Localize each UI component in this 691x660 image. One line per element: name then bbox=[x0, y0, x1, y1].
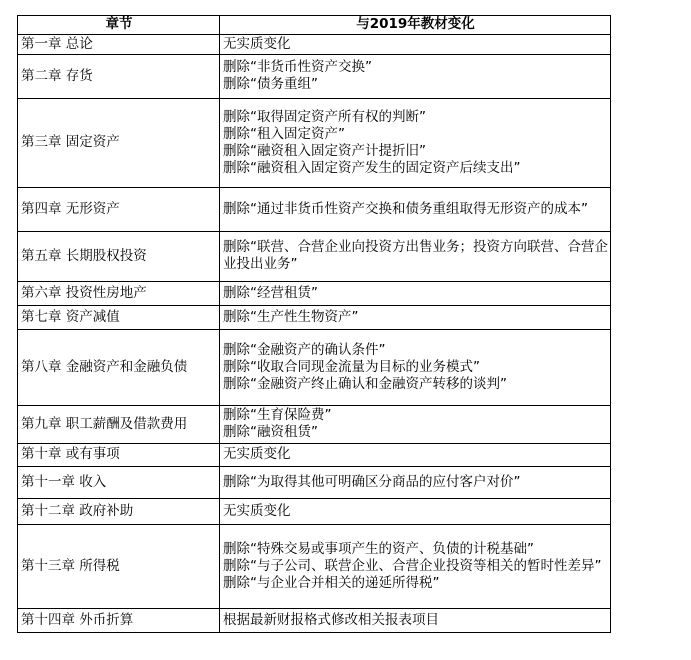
chapter-cell: 第三章 固定资产 bbox=[18, 99, 220, 188]
table-row bbox=[18, 499, 611, 525]
change-line: 删除“生产性生物资产” bbox=[223, 308, 359, 325]
header-changes: 与2019年教材变化 bbox=[220, 16, 611, 35]
table-row bbox=[18, 232, 611, 282]
chapter-cell: 第十三章 所得税 bbox=[18, 525, 220, 609]
change-line: 删除“特殊交易或事项产生的资产、负债的计税基础” bbox=[223, 540, 534, 557]
table-row bbox=[18, 55, 611, 99]
change-line: 删除“收取合同现金流量为目标的业务模式” bbox=[223, 358, 480, 375]
changes-cell bbox=[220, 499, 611, 525]
change-line: 无实质变化 bbox=[223, 35, 291, 52]
change-line: 删除“经营租赁” bbox=[223, 284, 318, 301]
change-line: 删除“联营、合营企业向投资方出售业务；投资方向联营、合营企业投出业务” bbox=[223, 239, 608, 272]
chapter-cell: 第五章 长期股权投资 bbox=[18, 232, 220, 282]
change-line: 删除“融资租赁” bbox=[223, 424, 318, 440]
chapter-cell: 第九章 职工薪酬及借款费用 bbox=[18, 406, 220, 444]
chapter-cell: 第十章 或有事项 bbox=[18, 444, 220, 467]
chapter-cell: 第四章 无形资产 bbox=[18, 188, 220, 232]
change-line: 根据最新财报格式修改相关报表项目 bbox=[223, 611, 439, 628]
chapter-cell: 第十四章 外币折算 bbox=[18, 609, 220, 633]
change-line: 删除“生育保险费” bbox=[223, 407, 332, 423]
changes-cell bbox=[220, 467, 611, 499]
chapter-cell: 第八章 金融资产和金融负债 bbox=[18, 330, 220, 406]
change-line: 删除“通过非货币性资产交换和债务重组取得无形资产的成本” bbox=[223, 200, 588, 217]
chapter-cell: 第十一章 收入 bbox=[18, 467, 220, 499]
table-row bbox=[18, 330, 611, 406]
changes-cell bbox=[220, 525, 611, 609]
changes-cell bbox=[220, 35, 611, 55]
change-line: 删除“金融资产终止确认和金融资产转移的谈判” bbox=[223, 375, 507, 392]
table-row bbox=[18, 609, 611, 633]
change-line: 删除“为取得其他可明确区分商品的应付客户对价” bbox=[223, 473, 521, 490]
table-row bbox=[18, 444, 611, 467]
table-row bbox=[18, 99, 611, 188]
changes-cell bbox=[220, 609, 611, 633]
table-row bbox=[18, 525, 611, 609]
change-line: 删除“非货币性资产交换” bbox=[223, 59, 372, 75]
changes-cell bbox=[220, 406, 611, 444]
change-line: 删除“取得固定资产所有权的判断” bbox=[223, 108, 426, 125]
change-line: 删除“金融资产的确认条件” bbox=[223, 341, 386, 358]
chapter-cell: 第二章 存货 bbox=[18, 55, 220, 99]
chapter-cell: 第一章 总论 bbox=[18, 35, 220, 55]
change-line: 删除“债务重组” bbox=[223, 76, 318, 92]
changes-cell bbox=[220, 282, 611, 306]
change-line: 删除“租入固定资产” bbox=[223, 125, 345, 142]
table-row bbox=[18, 306, 611, 330]
header-row bbox=[18, 16, 611, 35]
change-line: 删除“与子公司、联营企业、合营企业投资等相关的暂时性差异” bbox=[223, 557, 602, 574]
changes-cell bbox=[220, 330, 611, 406]
table-row bbox=[18, 35, 611, 55]
changes-cell bbox=[220, 55, 611, 99]
change-line: 无实质变化 bbox=[223, 446, 291, 462]
table-row bbox=[18, 467, 611, 499]
chapter-cell: 第七章 资产减值 bbox=[18, 306, 220, 330]
change-line: 无实质变化 bbox=[223, 502, 291, 519]
change-line: 删除“融资租入固定资产发生的固定资产后续支出” bbox=[223, 159, 521, 176]
changes-cell bbox=[220, 306, 611, 330]
header-chapter: 章节 bbox=[18, 16, 220, 35]
table-row bbox=[18, 406, 611, 444]
changes-cell bbox=[220, 444, 611, 467]
changes-cell bbox=[220, 188, 611, 232]
chapter-cell: 第十二章 政府补助 bbox=[18, 499, 220, 525]
changes-cell bbox=[220, 232, 611, 282]
changes-cell bbox=[220, 99, 611, 188]
change-line: 删除“与企业合并相关的递延所得税” bbox=[223, 574, 440, 591]
table-row bbox=[18, 188, 611, 232]
table-row bbox=[18, 282, 611, 306]
chapter-cell: 第六章 投资性房地产 bbox=[18, 282, 220, 306]
change-line: 删除“融资租入固定资产计提折旧” bbox=[223, 142, 426, 159]
changes-table bbox=[17, 15, 611, 633]
